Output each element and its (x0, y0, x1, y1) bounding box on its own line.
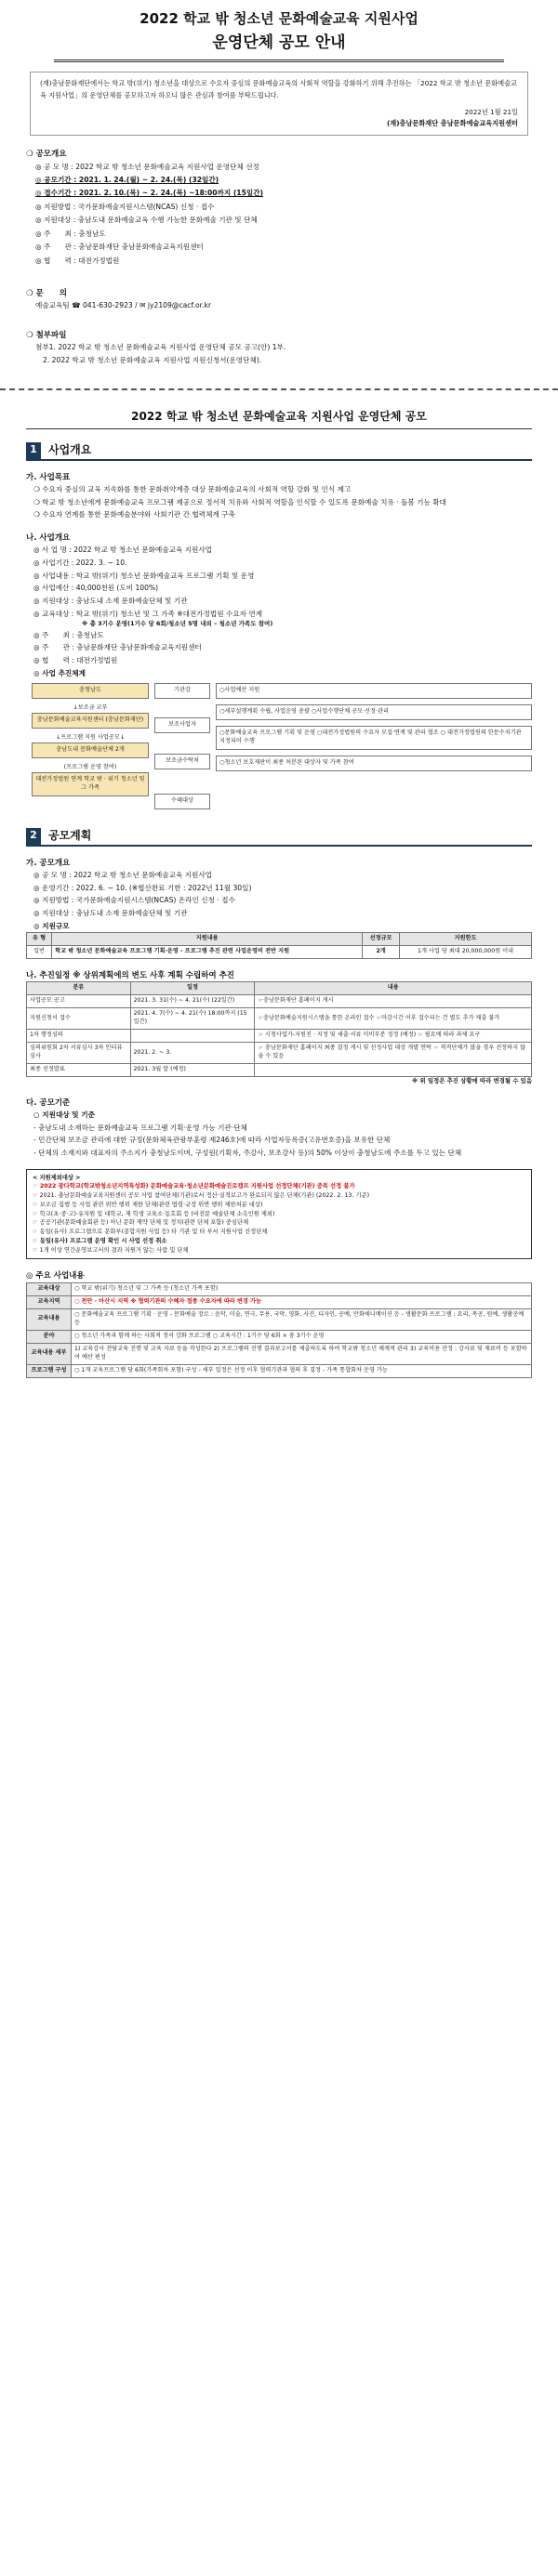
exclusion-item: ☞ 동일(유사) 프로그램 운영 확인 시 사업 선정 취소 (33, 1237, 167, 1244)
table-row (27, 1343, 532, 1364)
page-divider (0, 388, 558, 390)
content-cell: ○ 문화예술교육 프로그램 기획 · 운영 - 문화예술 장르 : 음악, 미술, 연극, 무용, 국악, 영화, 사진, 디자인, 공예, 만화애니메이션 등 - 생활문화 프로그램 : 요리, 목공, 원예, 생활공예 등 (72, 1308, 532, 1330)
exclusion-item: ☞ 2022 광다학교(학교밖청소년지역특성화) 문화예술교육·청소년문화예술진로캠프 지원사업 선정단체(기관) 중복 선정 불가 (33, 1183, 355, 1190)
schedule-col: 일정 (130, 982, 255, 995)
summary-item: ◎ 주 관 : 충남문화재단 충남문화예술교육지원센터 (33, 643, 202, 652)
overview-item: ◎ 주 관 : 충남문화재단 충남문화예술교육지원센터 (35, 243, 204, 252)
schedule-heading: 나. 추진일정 ※ 상위계획에의 변도 사후 계획 수립하여 추진 (26, 971, 235, 981)
flow-node: 충남문화예술교육지원센터 (충남문화재단) (32, 713, 149, 729)
content-label: 교육대상 (27, 1282, 72, 1295)
attachment-item[interactable]: 2. 2022 학교 밖 청소년 문화예술교육 지원사업 지원신청서(운영단체). (43, 356, 262, 365)
content-cell: 1) 교육강사 전담교육 진행 및 교육 자료 등을 작성한다 2) 프로그램의 진행 결과보고서를 제출하도록 하여 학교밖 청소년 체계적 관리 3) 교육비용 산정 : 강사료 및 재료비 등 포함하여 예산 편성 (72, 1343, 532, 1364)
goal-item: ❍ 수요자 연계를 통한 문화예술분야와 사회기관 간 협력체계 구축 (33, 510, 235, 519)
table-row (27, 1330, 532, 1343)
flow-role: 수혜대상 (154, 794, 210, 809)
title-line2: 운영단체 공모 안내 (54, 32, 504, 63)
chapter-1-header (26, 442, 532, 460)
schedule-cell (255, 1064, 532, 1077)
schedule-cell: ☞ 충남문화재단 홈페이지 최종 결정 게시 및 선정사업 대상 개별 연락 ☞ 적격단체가 많을 경우 선정하지 않을 수 있음 (255, 1043, 532, 1064)
schedule-note: ※ 위 일정은 추진 상황에 따라 변경될 수 있음 (412, 1077, 532, 1085)
flow-role: 보조사업자 (154, 717, 210, 733)
overview-item: ◎ 접수기간 : 2021. 2. 10.(목) ~ 2. 24.(목) ~18:00까지 (15일간) (35, 189, 264, 198)
exclusion-item: ☞ 1개 이상 연간운영보고서의 결과 지원거 않는 사람 및 단체 (33, 1246, 189, 1254)
flow-node: 대전가정법원 연계 학교 밖 · 위기 청소년 및 그 가족 (32, 772, 149, 796)
scale-cell: 학교 밖 청소년 문화예술교육 프로그램 기획·운영 - 프로그램 추진 관련 사업운영비 전반 지원 (52, 946, 363, 959)
schedule-cell: 2021. 4. 7(수) ~ 4. 21(수) 18:00까지 (15일간) (130, 1008, 255, 1030)
exclusion-item: ☞ 2021. 충남문화예술교육지원센터 공모 사업 참여단체(기관)로서 정산·실적보고가 완료되지 않은 단체(기관) (2022. 2. 13. 기준) (33, 1192, 370, 1200)
overview-list (26, 161, 532, 268)
intro-text: (재)충남문화재단에서는 학교 밖(위기) 청소년을 대상으로 수요자 중심의 문화예술교육의 사회적 역할을 강화하기 위해 추진하는 「2022 학교 밖 청소년 문화예술교육 지원사업」의 운영단체를 공모하고자 하오니 많은 관심과 참여를 부탁드립니다. (40, 79, 517, 99)
contact-line[interactable]: 예술교육팀 ☎ 041-630-2923 / ✉ jy2109@cacf.or.kr (35, 301, 211, 310)
flow-desc: ○청소년 보호재판이 최종 처분된 대상자 및 가족 참여 (216, 756, 532, 771)
criteria-item: - 충남도내 소재하는 문화예술교육 프로그램 기획·운영 가능 기관·단체 (33, 1123, 247, 1132)
schedule-cell: 최종 선정발표 (27, 1064, 131, 1077)
summary-item: ◎ 지원대상 : 충남도내 소재 문화예술단체 및 기관 (33, 596, 188, 605)
table-row (27, 1295, 532, 1308)
flow-arrow-label: ↓보조금 교부 (73, 704, 108, 712)
content-label: 분야 (27, 1330, 72, 1343)
scale-heading: ◎ 지원규모 (33, 921, 70, 930)
table-row (27, 1043, 532, 1064)
plan-item: ◎ 지원대상 : 충남도내 소재 문화예술단체 및 기관 (33, 908, 188, 917)
summary-item: ◎ 사업기간 : 2022. 3. ~ 10. (33, 558, 127, 567)
flow-left-column (32, 683, 149, 815)
exclusion-box (26, 1169, 532, 1260)
content-label: 교육지역 (27, 1295, 72, 1308)
flow-desc: ○문화예술교육 프로그램 기획 및 운영 ○대전가정법원의 수요자 모집·연계 및 관리 협조 ○ 대전가정법원의 한문수치기관 지정되어 수행 (216, 726, 532, 750)
table-row (27, 1282, 532, 1295)
summary-item: ◎ 사업내용 : 학교 밖(위기) 청소년 문화예술교육 프로그램 기획 및 운영 (33, 571, 255, 580)
schedule-cell: 1차 행정심의 (27, 1030, 131, 1043)
table-row (27, 1030, 532, 1043)
content-cell: ○ 학교 밖(위기) 청소년 및 그 가족 등 (청소년 가족 포함) (72, 1282, 532, 1295)
scale-col: 선정규모 (363, 933, 400, 946)
table-row (27, 1308, 532, 1330)
overview-item: ◎ 지원방법 : 국가문화예술지원시스템(NCAS) 신청 · 접수 (35, 202, 215, 211)
schedule-col: 내용 (255, 982, 532, 995)
flow-node: 충남도내 문화예술단체 2개 (32, 743, 149, 758)
chapter-number: 1 (26, 442, 41, 458)
content-heading: ◎ 주요 사업내용 (26, 1271, 85, 1281)
criteria-item: - 민간단체 보조금 관리에 대한 규정(문화체육관광부훈령 제246호)에 따라 사업자등록증(고유번호증)을 보유한 단체 (33, 1136, 391, 1145)
summary-item: ◎ 교육대상 : 학교 밖(위기) 청소년 및 그 가족 ※대전가정법원 수요자 연계 (33, 609, 263, 618)
section-title: 2022 학교 밖 청소년 문화예술교육 지원사업 운영단체 공모 (26, 409, 532, 429)
table-row (27, 1008, 532, 1030)
attachment-heading: ❍ 첨부파일 (26, 330, 67, 340)
schedule-cell: 심의위원회 2차 서류심사 3차 인터뷰 심사 (27, 1043, 131, 1064)
overview-item: ◎ 협 력 : 대전가정법원 (35, 256, 120, 265)
content-cell: ○ 천안 · 아산시 지역 ※ 협력기관의 수혜자 접종 수요자에 따라 변경 가능 (72, 1295, 532, 1308)
summary-heading: 나. 사업개요 (26, 532, 71, 543)
summary-item: ◎ 주 최 : 충청남도 (33, 630, 104, 639)
schedule-cell: 2021. 3. 31(수) ~ 4. 21(수) (22일간) (130, 995, 255, 1008)
content-label: 교육내용 (27, 1308, 72, 1330)
schedule-cell (130, 1030, 255, 1043)
notice-org: (재)충남문화재단 충남문화예술교육지원센터 (387, 119, 518, 128)
flow-diagram (32, 683, 532, 815)
content-cell: ○ 1개 교육프로그램 당 6회(가족회차 포함) 구성 - 세부 일정은 선정 이후 협력기관과 협의 후 결정 - 가족 통합회차 운영 가능 (72, 1364, 532, 1377)
scale-cell: 일반 (27, 946, 52, 959)
overview-heading: ❍ 공모개요 (26, 150, 67, 160)
plan-item: ◎ 지원방법 : 국가문화예술지원시스템(NCAS) 온라인 신청 · 접수 (33, 896, 235, 905)
schedule-cell: ☞충남문화예술지원시스템을 통한 온라인 접수 ☞마감시간 이후 접수되는 건 별도 추가 제출 불가 (255, 1008, 532, 1030)
scale-col: 지원내용 (52, 933, 363, 946)
table-row (27, 946, 532, 959)
plan-item: ◎ 운영기간 : 2022. 6. ~ 10. (※협산완료 기한 : 2022년 11월 30일) (33, 883, 252, 892)
scale-cell: 1개 사업 당 최대 20,000,000원 이내 (400, 946, 532, 959)
flow-node: 충청남도 (32, 683, 149, 699)
notice-date: 2022년 1월 21일 (464, 107, 518, 116)
table-row (27, 1364, 532, 1377)
content-cell: ○ 청소년 가족과 함께 하는 사회적 정서 강화 프로그램 ○ 교육시간 : 1기수 당 6회 × 총 3기수 운영 (72, 1330, 532, 1343)
flow-arrow-label: ↓프로그램 지원 사업공모↓ (55, 734, 126, 742)
goal-heading: 가. 사업목표 (26, 472, 71, 482)
content-label: 교육내용 세부 (27, 1343, 72, 1364)
overview-item: ◎ 주 최 : 충청남도 (35, 229, 106, 238)
overview-item: ◎ 공모기간 : 2021. 1. 24.(월) ~ 2. 24.(목) (32일간) (35, 176, 219, 185)
scale-table (26, 932, 532, 959)
flow-desc: ○세부설행계획 수립, 사업운영 총괄 ○사업수행단체 공모·선정·관리 (216, 704, 532, 720)
exclusion-item: ☞ 보조금 집행 등 사업 관련 위반 행위 제한 단체(관련 법령·규정 위반 행위 제한처분 대상) (33, 1201, 263, 1208)
plan-item: ◎ 공 모 명 : 2022 학교 밖 청소년 문화예술교육 지원사업 (33, 870, 213, 879)
flow-role-column (154, 683, 210, 815)
content-table (26, 1282, 532, 1378)
chapter-2-header (26, 828, 532, 846)
title-line1: 2022 학교 밖 청소년 문화예술교육 지원사업 (140, 10, 418, 27)
exclusion-item: ☞ 학교(초·중·고)·유치원 및 대학교, 재 학생 교육소·동호회 등 (비전문 예술단체 소속인원 제외) (33, 1210, 275, 1217)
summary-note: ※ 총 3기수 운영(1기수 당 6회/청소년 5명 내외 – 청소년 가족도 참여) (82, 620, 273, 628)
schedule-cell: ☞충남문화재단 홈페이지 게시 (255, 995, 532, 1008)
schedule-table (26, 981, 532, 1077)
contact-heading: ❍ 문 의 (26, 289, 68, 299)
goal-item: ❍ 수요자 중심의 교육 지속화를 통한 문화취약계층 대상 문화예술교육의 사회적 역할 강화 및 인식 제고 (33, 485, 352, 493)
schedule-cell: 사업공모 공고 (27, 995, 131, 1008)
table-row (27, 995, 532, 1008)
exclusion-item: ☞ 동일(유사) 프로그램으로 문화부(종합지원 사업 등) 타 기관 및 타 부서 지원사업 선정단체 (33, 1229, 268, 1236)
flow-role: 기관감 (154, 683, 210, 699)
flow-desc: ○사업예산 지원 (216, 683, 532, 699)
schedule-cell: 2021. 2. ~ 3. (130, 1043, 255, 1064)
scale-cell: 2개 (363, 946, 400, 959)
criteria-item: - 단체의 소재지와 대표자의 주소지가 충청남도이며, 구성원(기획자, 주강사, 보조강사 등)의 50% 이상이 충청남도에 주소를 두고 있는 단체 (33, 1148, 462, 1157)
table-row (27, 1064, 532, 1077)
goal-item: ❍ 학교 밖 청소년에게 문화예술교육 프로그램 제공으로 정서적 치유와 사회적 역할을 인식할 수 있도록 문화예술 치유 · 돌봄 기능 확대 (33, 497, 446, 506)
chapter-label: 공모계획 (48, 829, 92, 843)
content-label: 프로그램 구성 (27, 1364, 72, 1377)
flow-heading: ◎ 사업 추진체계 (33, 668, 86, 677)
attachment-item[interactable]: 첨부1. 2022 학교 밖 청소년 문화예술교육 지원사업 운영단체 공모 공고(안) 1부. (35, 343, 286, 352)
chapter-label: 사업개요 (48, 443, 92, 457)
exclusion-heading: < 지원제외대상 > (33, 1174, 81, 1181)
schedule-cell: ☞ 시청사업가-지원진 · 지정 및 세출·서류 미비부분 정정 (예정) ☞ 필요에 따라 과제 요구 (255, 1030, 532, 1043)
criteria-subheading: ○ 지원대상 및 기준 (33, 1110, 95, 1119)
chapter-number: 2 (26, 828, 41, 844)
flow-arrow-label: (프로그램 운영 참여) (63, 764, 117, 771)
plan-heading: 가. 공모개요 (26, 858, 71, 868)
intro-box (30, 72, 528, 136)
flow-role: 보조금수탁처 (154, 754, 210, 769)
flow-desc-column (216, 683, 532, 815)
summary-item: ◎ 사업예산 : 40,000천원 (도비 100%) (33, 584, 159, 593)
criteria-heading: 다. 공모기준 (26, 1097, 71, 1108)
summary-item: ◎ 협 력 : 대전가정법원 (33, 655, 118, 664)
schedule-col: 분류 (27, 982, 131, 995)
exclusion-item: ☞ 공공기관(문화예술회관 등) 아닌 문화 제약 단체 및 정치(관련 단체 포함) 중심단체 (33, 1219, 249, 1227)
summary-item: ◎ 사 업 명 : 2022 학교 밖 청소년 문화예술교육 지원사업 (33, 545, 213, 555)
overview-item: ◎ 지원대상 : 충남도내 문화예술교육 수행 가능한 문화예술 기관 및 단체 (35, 216, 258, 225)
scale-col: 지원한도 (400, 933, 532, 946)
scale-col: 유 형 (27, 933, 52, 946)
schedule-cell: 2021. 3월 말 (예정) (130, 1064, 255, 1077)
overview-item: ◎ 공 모 명 : 2022 학교 밖 청소년 문화예술교육 지원사업 운영단체 선정 (35, 162, 259, 171)
schedule-cell: 지원신청서 접수 (27, 1008, 131, 1030)
